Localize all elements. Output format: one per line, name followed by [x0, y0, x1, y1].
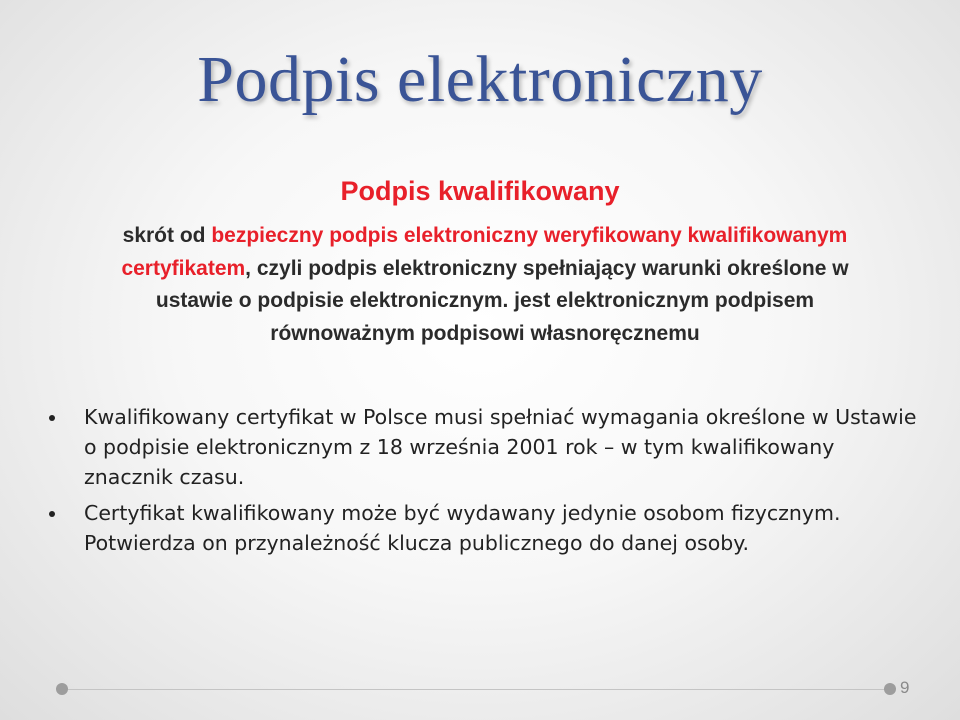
- bullet-list: [48, 402, 928, 564]
- bullet-item: [48, 402, 928, 492]
- bullet-dot-icon: [49, 511, 55, 517]
- definition-prefix: skrót od: [122, 224, 212, 247]
- page-number: 9: [900, 678, 910, 697]
- slide-title: Podpis elektroniczny: [197, 43, 763, 116]
- bullet-text: Kwalifikowany certyfikat w Polsce musi spełniać wymagania określone w Ustawie o podpisie elektronicznym z 18 września 2001 rok – w tym kwalifikowany znacznik czasu.: [84, 405, 917, 489]
- definition-text: , czyli podpis elektroniczny spełniający warunki określone w ustawie o podpisie elektronicznym. jest elektronicznym podpisem równoważnym podpisowi własnoręcznemu: [155, 256, 849, 345]
- definition-paragraph: [90, 220, 880, 350]
- slide-subtitle: Podpis kwalifikowany: [340, 176, 620, 206]
- footer-dot-right-icon: [884, 683, 896, 695]
- bullet-text: Certyfikat kwalifikowany może być wydawany jedynie osobom fizycznym. Potwierdza on przynależność klucza publicznego do danej osoby.: [84, 501, 841, 555]
- bullet-item: [48, 498, 928, 558]
- footer-divider: [62, 689, 890, 690]
- definition-highlight: bezpieczny podpis elektroniczny weryfikowany kwalifikowanym certyfikatem: [121, 224, 848, 280]
- bullet-dot-icon: [49, 415, 55, 421]
- footer-dot-left-icon: [56, 683, 68, 695]
